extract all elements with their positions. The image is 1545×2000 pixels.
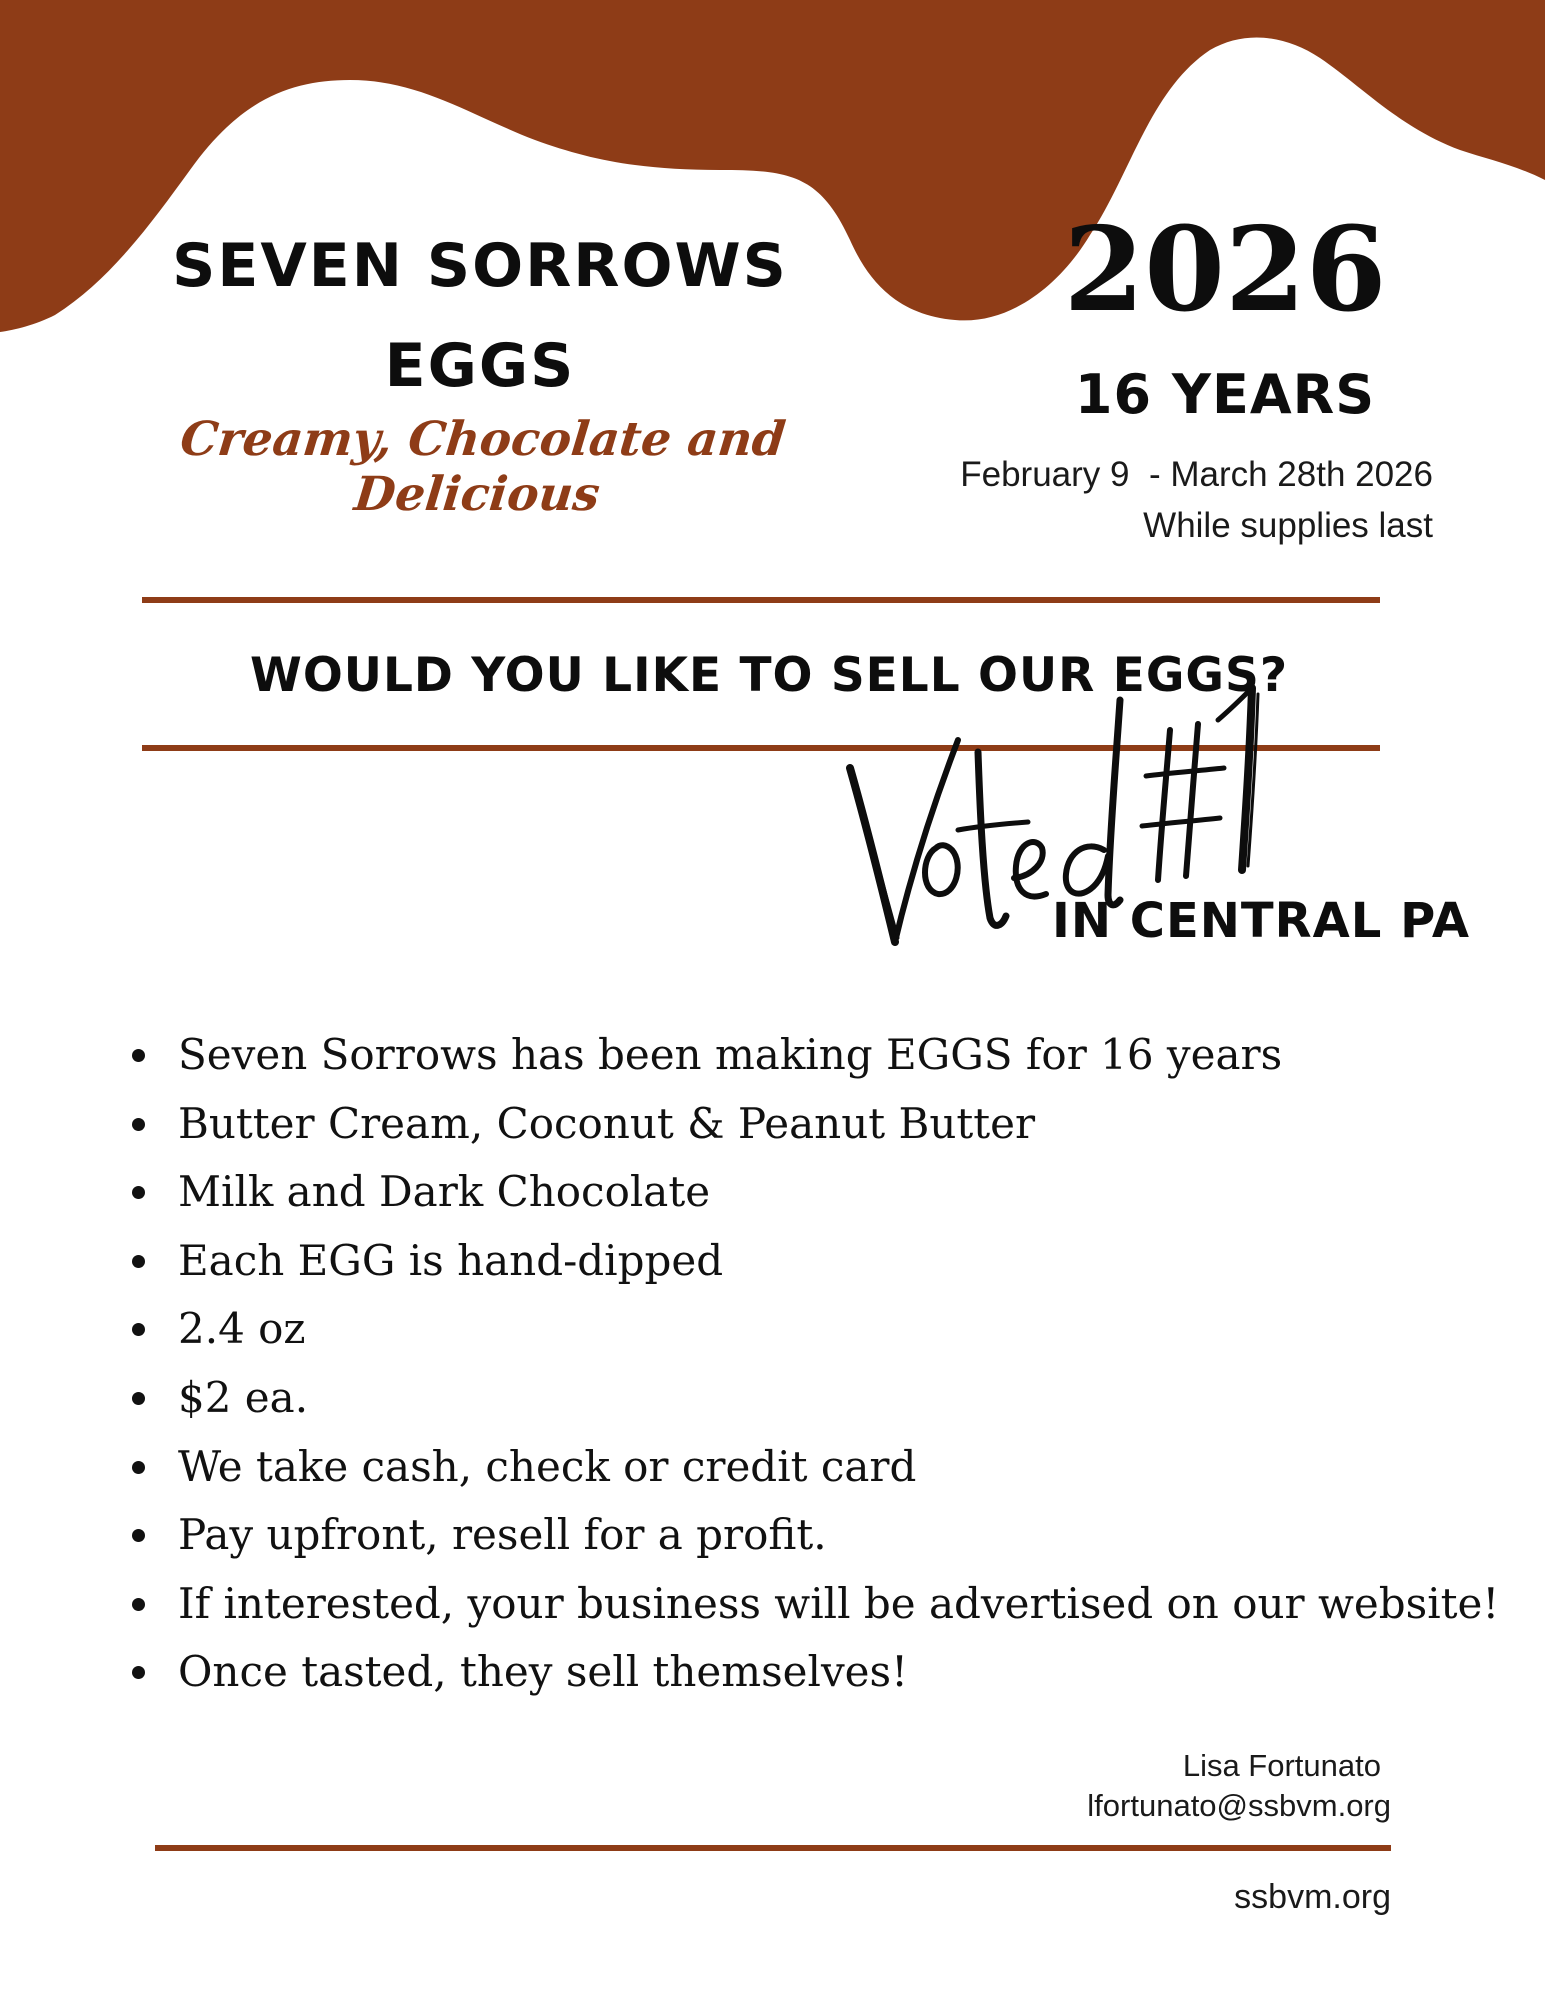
contact-name: Lisa Fortunato (1182, 1748, 1381, 1783)
list-item (130, 1299, 1499, 1368)
bullet-icon (132, 1461, 145, 1474)
list-item (130, 1025, 1499, 1094)
website-link[interactable]: ssbvm.org (1234, 1878, 1391, 1916)
divider-bottom (155, 1845, 1391, 1851)
bullet-icon (132, 1392, 145, 1405)
bullet-icon (132, 1118, 145, 1131)
list-item (130, 1231, 1499, 1300)
award-region: IN CENTRAL PA (1052, 893, 1470, 949)
contact-email-link[interactable]: lfortunato@ssbvm.org (1087, 1788, 1391, 1823)
bullet-icon (132, 1186, 145, 1199)
list-item (130, 1162, 1499, 1231)
tagline: Creamy, Chocolate and Delicious (177, 412, 789, 522)
list-item-text: 2.4 oz (178, 1304, 306, 1354)
list-item (130, 1437, 1499, 1506)
bullet-icon (132, 1598, 145, 1611)
list-item (130, 1368, 1499, 1437)
list-item-text: $2 ea. (178, 1372, 309, 1422)
list-item-text: Butter Cream, Coconut & Peanut Butter (178, 1098, 1036, 1148)
list-item (130, 1094, 1499, 1163)
sale-dates: February 9 - March 28th 2026 (960, 455, 1433, 494)
list-item-text: Seven Sorrows has been making EGGS for 16 years (178, 1030, 1283, 1079)
availability-note: While supplies last (1143, 506, 1433, 545)
list-item (130, 1505, 1499, 1574)
bullet-icon (132, 1255, 145, 1268)
list-item-text: Each EGG is hand-dipped (178, 1235, 724, 1285)
brand-title-line2: EGGS (384, 331, 576, 401)
bullet-icon (132, 1529, 145, 1542)
years-in-business: 16 YEARS (1074, 363, 1376, 426)
list-item-text: Once tasted, they sell themselves! (178, 1647, 908, 1697)
year-heading: 2026 (1063, 202, 1387, 338)
divider-top (142, 597, 1380, 603)
list-item (130, 1642, 1499, 1711)
brand-title-line1: SEVEN SORROWS (172, 231, 788, 301)
list-item-text: If interested, your business will be advertised on our website! (178, 1578, 1500, 1628)
bullet-icon (132, 1323, 145, 1336)
list-item-text: Pay upfront, resell for a profit. (178, 1510, 827, 1560)
sell-question-heading: WOULD YOU LIKE TO SELL OUR EGGS? (250, 648, 1289, 703)
bullet-icon (132, 1049, 145, 1062)
list-item (130, 1574, 1499, 1643)
list-item-text: We take cash, check or credit card (178, 1441, 917, 1491)
bullet-icon (132, 1666, 145, 1679)
features-list (130, 1025, 1499, 1711)
list-item-text: Milk and Dark Chocolate (178, 1167, 711, 1217)
